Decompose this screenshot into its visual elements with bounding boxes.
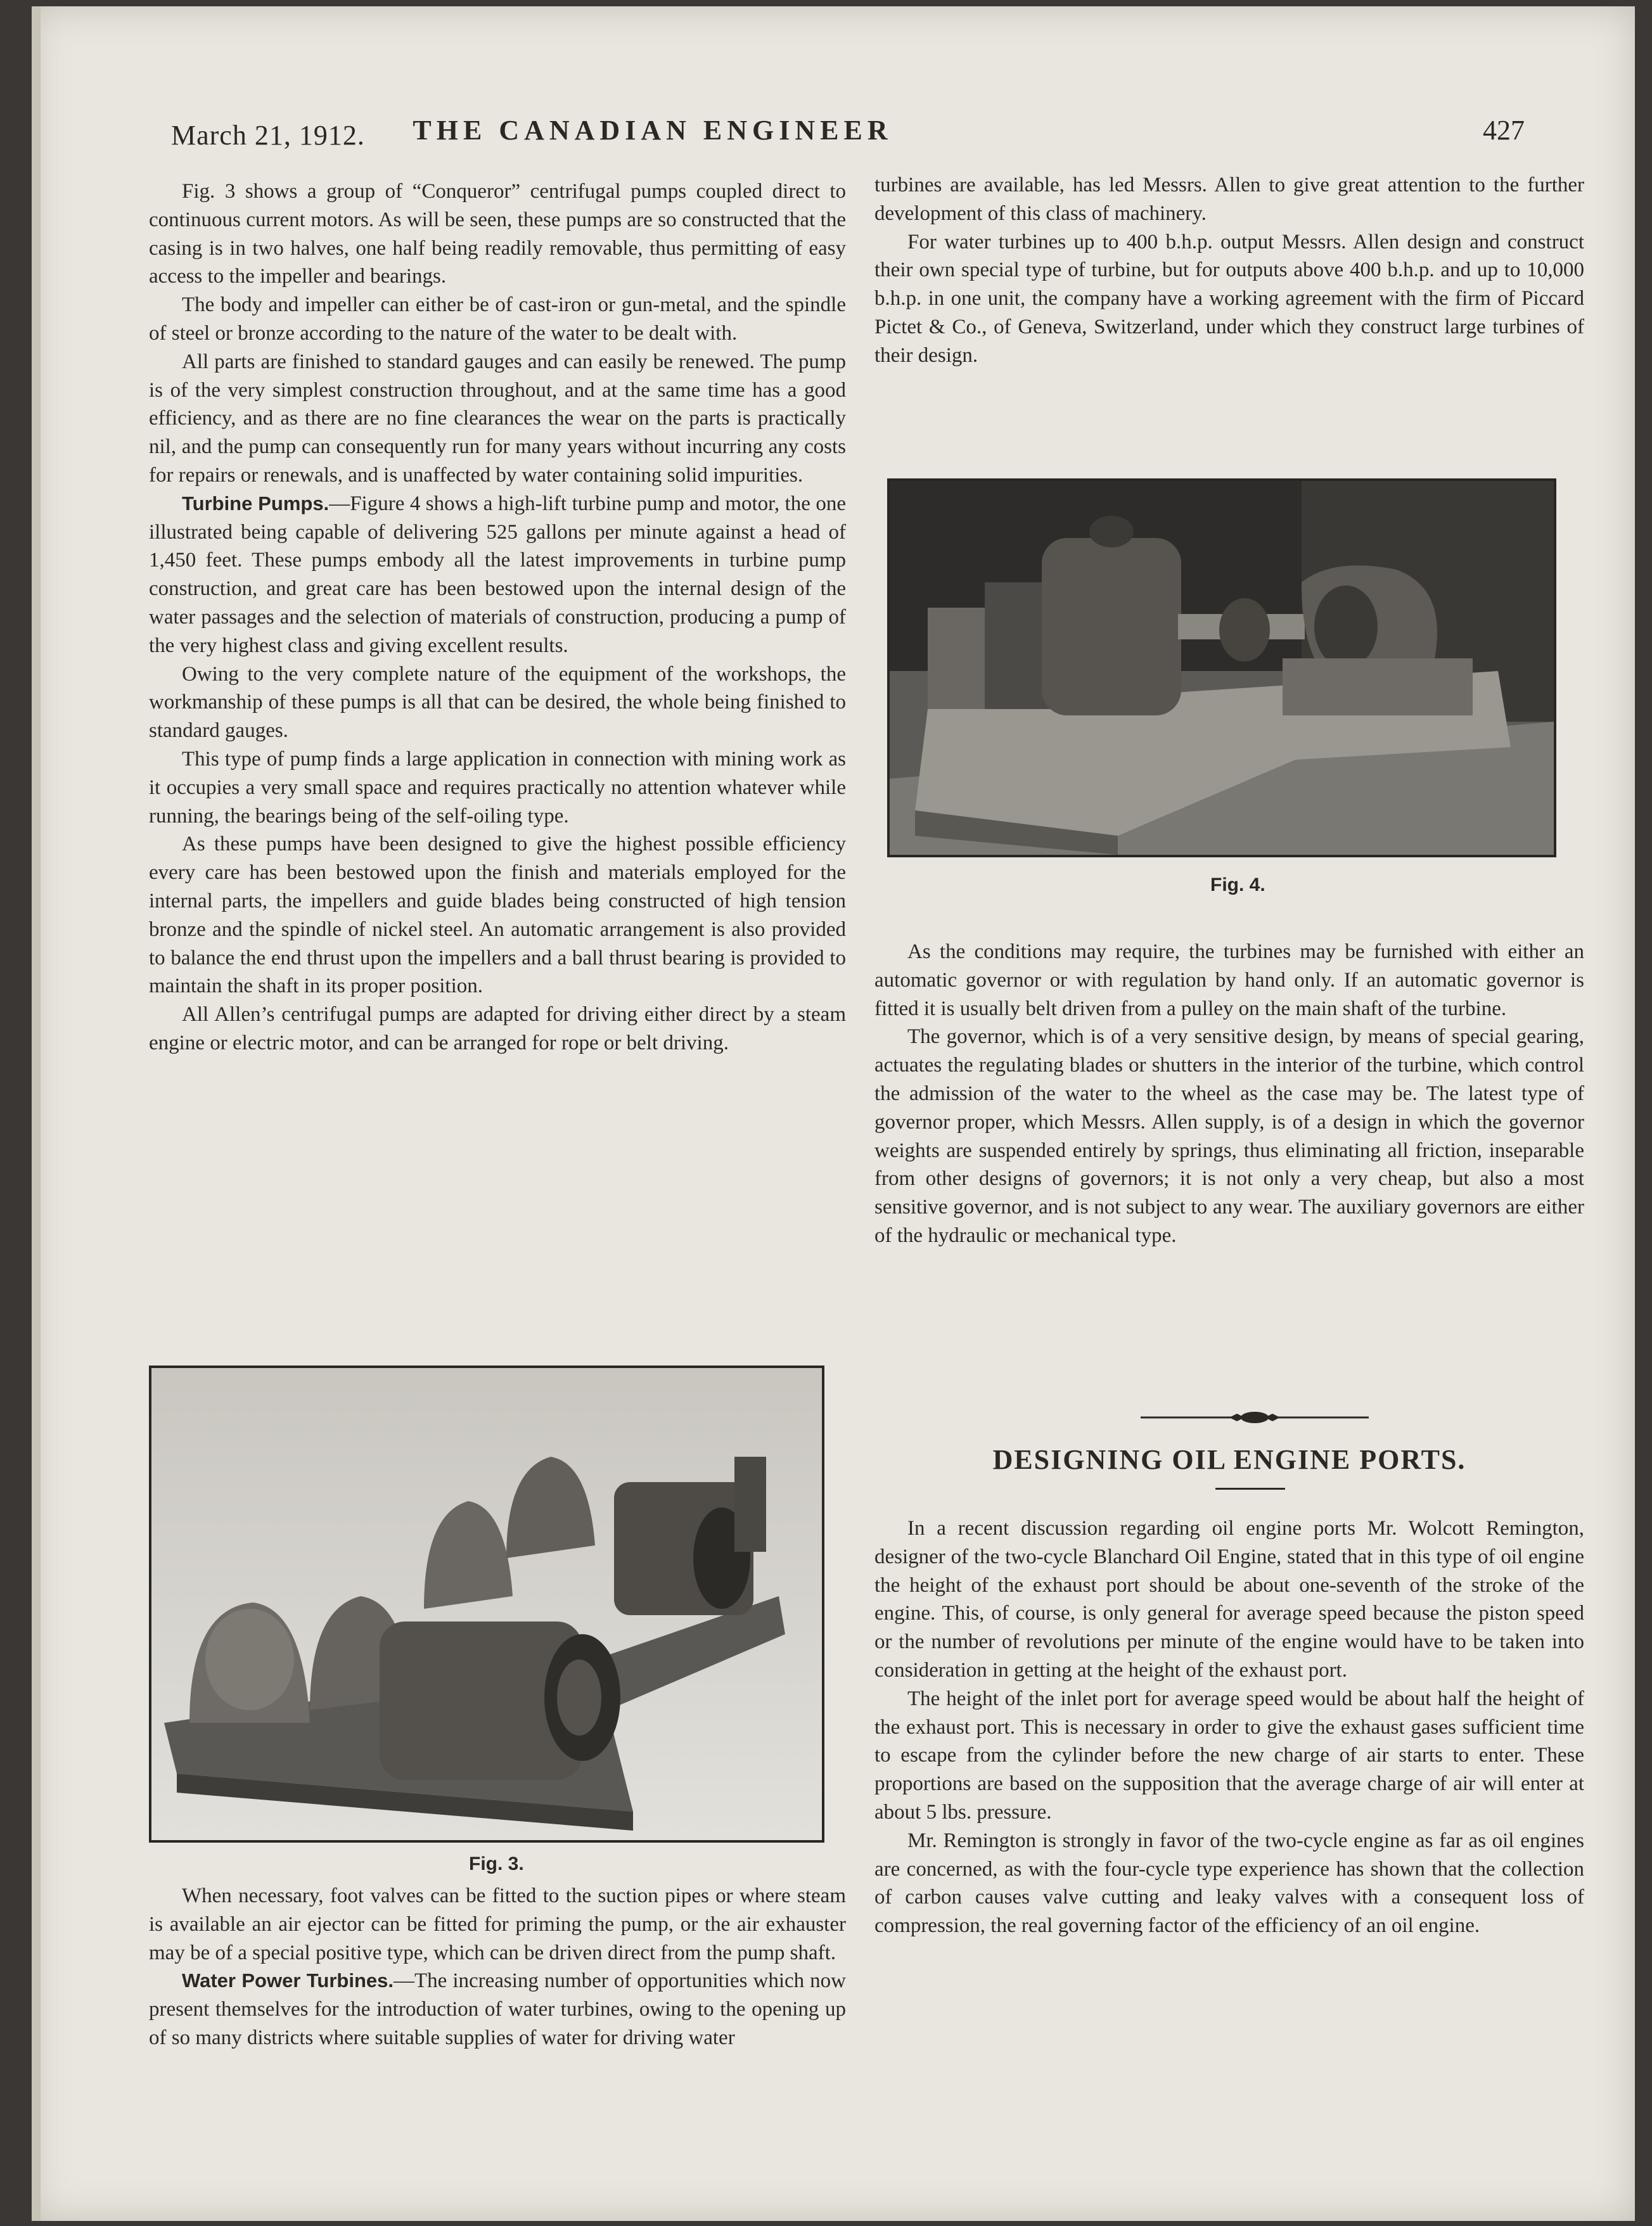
issue-date: March 21, 1912. bbox=[171, 120, 365, 151]
figure-3-caption: Fig. 3. bbox=[469, 1853, 524, 1874]
paragraph: Mr. Remington is strongly in favor of the two-cycle engine as far as oil engines are concerned, as with the four-cycle type experience has shown that the collection of carbon causes valve cutting and leaky valves with a consequent loss of compression, the real governing factor of the efficiency of an oil engine. bbox=[874, 1829, 1584, 1938]
paragraph: The body and impeller can either be of cast-iron or gun-metal, and the spindle of steel or bronze according to the nature of the water to be dealt with. bbox=[149, 293, 846, 345]
paragraph-text: —Figure 4 shows a high-lift turbine pump and motor, the one illustrated being capable of delivering 525 gallons per minute against a head of 1,450 feet. These pumps embody all the latest improvements in turbine pump construction, and great care has been bestowed upon the internal design of the water passages and the selection of materials of construction, producing a pump of the very highest class and giving excellent results. bbox=[149, 492, 846, 657]
paragraph: All Allen’s centrifugal pumps are adapted for driving either direct by a steam engine or electric motor, and can be arranged for rope or belt driving. bbox=[149, 1003, 846, 1054]
page-header bbox=[32, 108, 1635, 152]
paragraph: Fig. 3 shows a group of “Conqueror” centrifugal pumps coupled direct to continuous current motors. As will be seen, these pumps are so constructed that the casing is in two halves, one half being readily removable, thus permitting of easy access to the impeller and bearings. bbox=[149, 180, 846, 288]
magazine-page bbox=[32, 6, 1635, 2221]
paragraph: The governor, which is of a very sensitive design, by means of special gearing, actuates the regulating blades or shutters in the interior of the turbine, which control the admission of the water to the wheel as the case may be. The latest type of governor proper, which Messrs. Allen supply, is of a design in which the governor weights are suspended entirely by springs, thus eliminating all friction, inseparable from other designs of governors; it is not only a very cheap, but also a most sensitive governor, and is not subject to any wear. The auxiliary governors are either of the hydraulic or mechanical type. bbox=[874, 1025, 1584, 1247]
paragraph: The height of the inlet port for average speed would be about half the height of the exhaust port. This is necessary in order to give the exhaust gases sufficient time to escape from the cylinder before the new charge of air starts to enter. These proportions are based on the supposition that the average charge of air will enter at about 5 lbs. pressure. bbox=[874, 1687, 1584, 1824]
left-column-bottom bbox=[149, 1882, 846, 2161]
paragraph: As the conditions may require, the turbines may be furnished with either an automatic governor or with regulation by hand only. If an automatic governor is fitted it is usually belt driven from a pulley on the main shaft of the turbine. bbox=[874, 940, 1584, 1020]
page-number: 427 bbox=[1483, 115, 1525, 146]
run-in-heading: Water Power Turbines. bbox=[182, 1969, 394, 1992]
left-column-top bbox=[149, 177, 846, 1337]
right-column-middle bbox=[874, 938, 1584, 1375]
paragraph-text: —The increasing number of opportunities which now present themselves for the introduction of water turbines, owing to the opening up of so many districts where suitable supplies of water for driving water bbox=[149, 1969, 846, 2049]
paragraph: All parts are finished to standard gauges and can easily be renewed. The pump is of the very simplest construction throughout, and at the same time has a good efficiency, and as there are no fine clearances the wear on the parts is practically nil, and the pump can consequently run for many years without incurring any costs for repairs or renewals, and is unaffected by water containing solid impurities. bbox=[149, 350, 846, 487]
run-in-heading: Turbine Pumps. bbox=[182, 492, 330, 515]
article-body bbox=[874, 1514, 1584, 2167]
right-column-top bbox=[874, 171, 1584, 463]
paragraph: When necessary, foot valves can be fitted to the suction pipes or where steam is available an air ejector can be fitted for priming the pump, or the air exhauster may be of a special positive type, which can be driven direct from the pump shaft. bbox=[149, 1884, 846, 1964]
turbine-pump-illustration bbox=[890, 481, 1554, 855]
figure-4-caption: Fig. 4. bbox=[1210, 874, 1265, 895]
figure-3-photo bbox=[149, 1366, 824, 1843]
figure-4-photo bbox=[887, 478, 1556, 857]
paragraph bbox=[149, 1967, 846, 2052]
paragraph: In a recent discussion regarding oil engine ports Mr. Wolcott Remington, designer of the two-cycle Blanchard Oil Engine, stated that in this type of oil engine the height of the exhaust port should be about one-seventh of the stroke of the engine. This, of course, is only general for average speed because the piston speed or the number of revolutions per minute of the engine would have to be taken into consideration in getting at the height of the exhaust port. bbox=[874, 1517, 1584, 1682]
page-spine bbox=[32, 6, 41, 2221]
paragraph: Owing to the very complete nature of the equipment of the workshops, the workmanship of these pumps is all that can be desired, the whole being finished to standard gauges. bbox=[149, 662, 846, 743]
paragraph: As these pumps have been designed to give the highest possible efficiency every care has been bestowed upon the finish and materials employed for the internal parts, the impellers and guide blades being constructed of high tension bronze and the spindle of nickel steel. An automatic arrangement is also provided to balance the end thrust upon the impellers and a ball thrust bearing is provided to maintain the shaft in its proper position. bbox=[149, 833, 846, 998]
section-divider-ornament bbox=[1141, 1408, 1369, 1427]
journal-title: THE CANADIAN ENGINEER bbox=[413, 115, 893, 146]
title-rule bbox=[1215, 1488, 1285, 1490]
pump-group-illustration bbox=[151, 1368, 822, 1840]
paragraph: turbines are available, has led Messrs. Allen to give great attention to the further development of this class of machinery. bbox=[874, 174, 1584, 225]
paragraph bbox=[149, 490, 846, 660]
article-title: DESIGNING OIL ENGINE PORTS. bbox=[992, 1444, 1466, 1475]
paragraph: For water turbines up to 400 b.h.p. output Messrs. Allen design and construct their own special type of turbine, but for outputs above 400 b.h.p. and up to 10,000 b.h.p. in one unit, the company have a working agreement with the firm of Piccard Pictet & Co., of Geneva, Switzerland, under which they construct large turbines of their design. bbox=[874, 230, 1584, 367]
paragraph: This type of pump finds a large application in connection with mining work as it occupies a very small space and requires practically no attention whatever while running, the bearings being of the self-oiling type. bbox=[149, 747, 846, 828]
